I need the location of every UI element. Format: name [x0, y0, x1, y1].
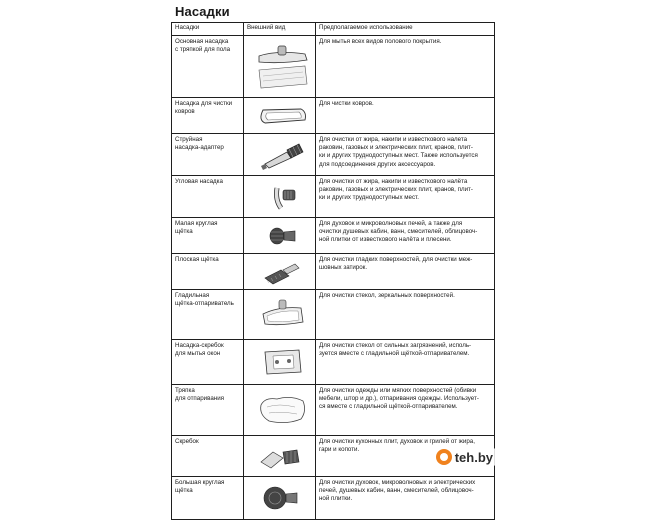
intended-use: Для духовок и микроволновых печей, а также для очистки душевых кабин, ванн, смесителей, облицовоч- ной плитки от известкового налёта и плесени.	[316, 218, 495, 254]
header-intended-use: Предполагаемое использование	[316, 23, 495, 36]
table-row	[172, 290, 495, 340]
table-row	[172, 218, 495, 254]
table-row	[172, 176, 495, 218]
attachment-name: Малая круглая щётка	[172, 218, 244, 254]
intended-use: Для очистки стекол, зеркальных поверхностей.	[316, 290, 495, 340]
attachment-name: Большая круглая щётка	[172, 477, 244, 520]
watermark-text: teh.by	[454, 449, 493, 465]
window-scraper-icon	[244, 340, 316, 385]
attachment-name: Угловая насадка	[172, 176, 244, 218]
intended-use: Для очистки кухонных плит, духовок и грилей от жира, гари и копоти.	[316, 436, 495, 477]
angled-nozzle-icon	[244, 176, 316, 218]
intended-use: Для очистки стекол от сильных загрязнений, исполь- зуется вместе с гладильной щёткой-отпаривателем.	[316, 340, 495, 385]
table-row	[172, 385, 495, 436]
site-logo-icon	[436, 449, 452, 465]
large-round-brush-icon	[244, 477, 316, 520]
flat-brush-icon	[244, 254, 316, 290]
table-row	[172, 134, 495, 176]
intended-use: Для чистки ковров.	[316, 98, 495, 134]
header-appearance: Внешний вид	[244, 23, 316, 36]
table-row	[172, 477, 495, 520]
attachment-name: Гладильная щётка-отпариватель	[172, 290, 244, 340]
attachment-name: Насадка-скребок для мытья окон	[172, 340, 244, 385]
intended-use: Для мытья всех видов полового покрытия.	[316, 36, 495, 98]
intended-use: Для очистки одежды или мягких поверхностей (обивки мебели, штор и др.), отпаривания одежды. Использует- ся вместе с гладильной щёткой-отпаривателем.	[316, 385, 495, 436]
intended-use: Для очистки гладких поверхностей, для очистки меж- шовных затирок.	[316, 254, 495, 290]
steaming-cloth-icon	[244, 385, 316, 436]
header-attachment: Насадки	[172, 23, 244, 36]
attachments-table	[171, 22, 495, 520]
table-header-row	[172, 23, 495, 36]
ironing-steamer-brush-icon	[244, 290, 316, 340]
table-row	[172, 340, 495, 385]
site-watermark	[433, 448, 496, 466]
attachment-name: Тряпка для отпаривания	[172, 385, 244, 436]
carpet-glider-icon	[244, 98, 316, 134]
attachment-name: Основная насадка с тряпкой для пола	[172, 36, 244, 98]
intended-use: Для очистки от жира, накипи и известкового налёта раковин, газовых и электрических плит, кранов, плит- ки и других труднодоступных мест.	[316, 176, 495, 218]
floor-nozzle-with-cloth-icon	[244, 36, 316, 98]
attachment-name: Скребок	[172, 436, 244, 477]
intended-use: Для очистки от жира, накипи и известкового налета раковин, газовых и электрических плит, кранов, плит- ки и других труднодоступных мест. Также используется для подсоединения других аксессуаров.	[316, 134, 495, 176]
intended-use: Для очистки духовок, микроволновых и электрических печей, душевых кабин, ванн, смесителей, облицовоч- ной плитки.	[316, 477, 495, 520]
small-round-brush-icon	[244, 218, 316, 254]
attachment-name: Насадка для чистки ковров	[172, 98, 244, 134]
jet-nozzle-adapter-icon	[244, 134, 316, 176]
table-row	[172, 36, 495, 98]
attachment-name: Плоская щётка	[172, 254, 244, 290]
page-title: Насадки	[175, 4, 230, 19]
attachment-name: Струйная насадка-адаптер	[172, 134, 244, 176]
table-row	[172, 254, 495, 290]
table-row	[172, 98, 495, 134]
scraper-icon	[244, 436, 316, 477]
